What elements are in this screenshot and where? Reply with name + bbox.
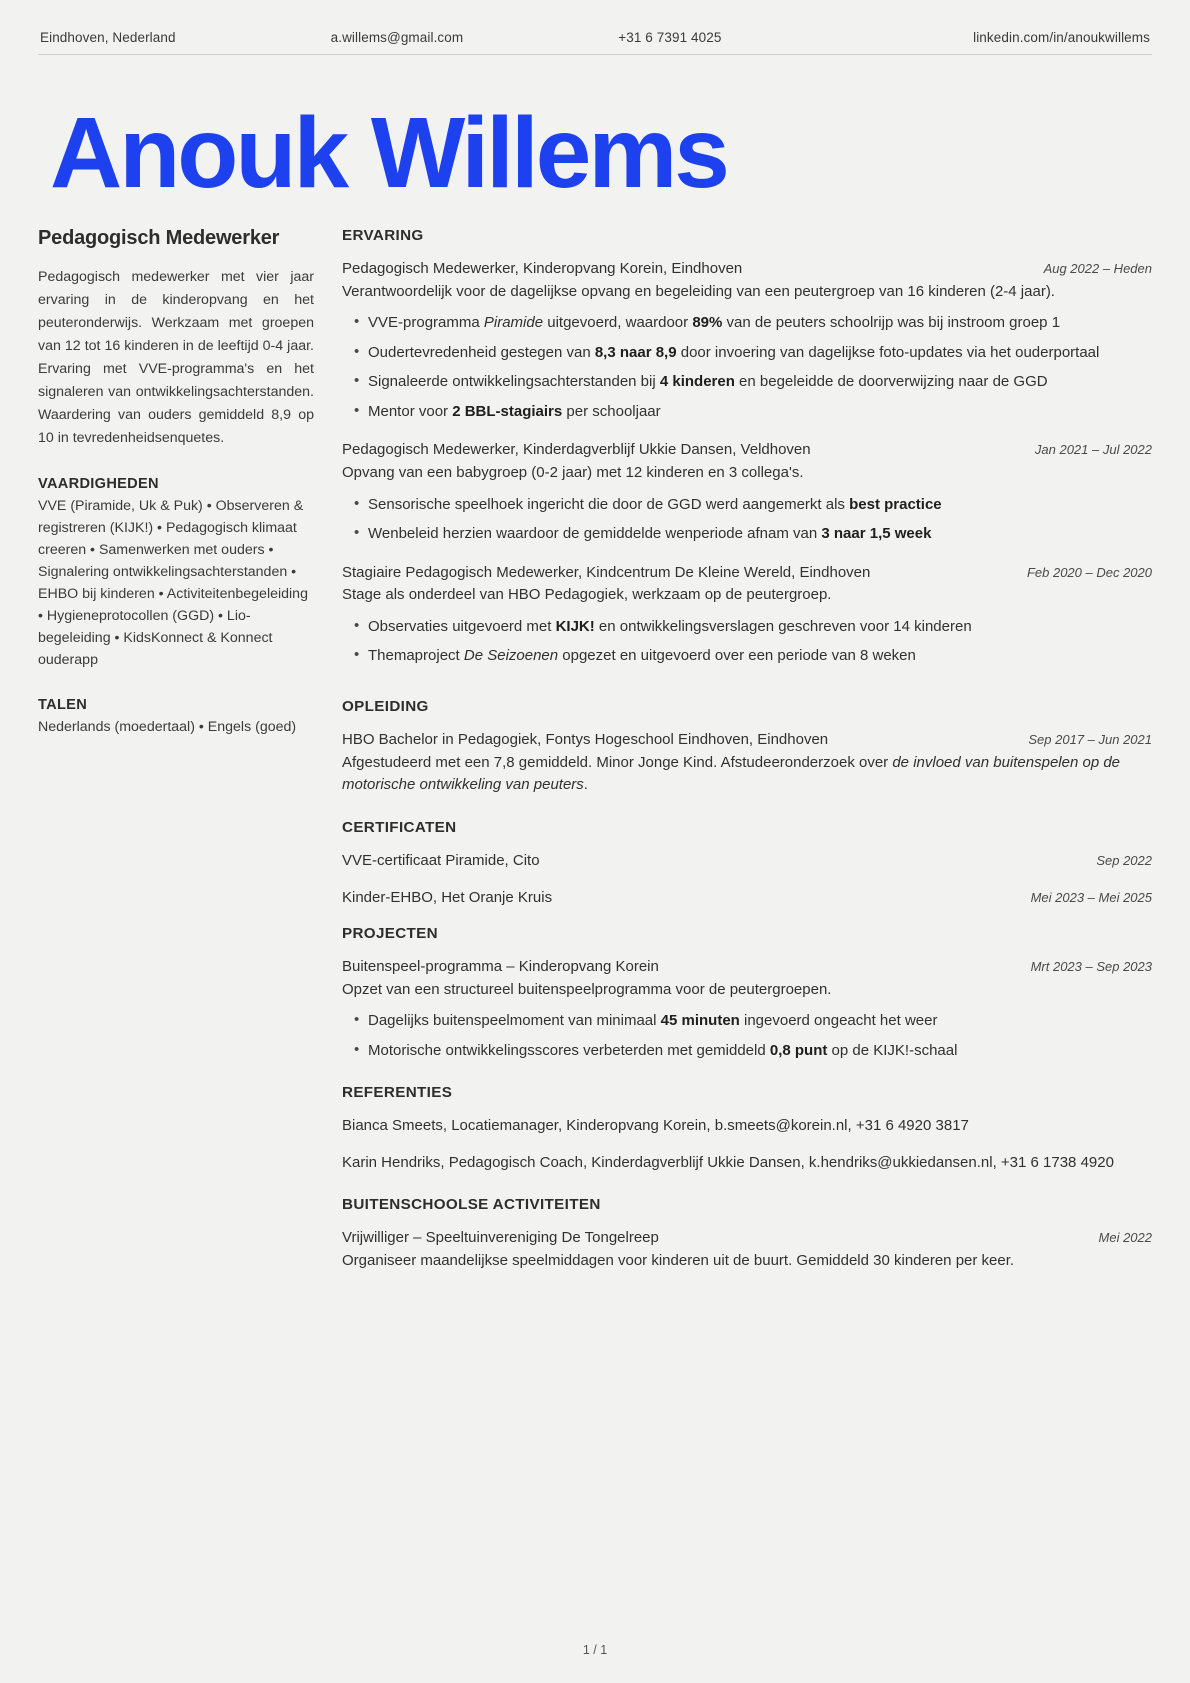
experience-entry	[342, 562, 1152, 668]
bullet-item: • Sensorische speelhoek ingericht die door de GGD werd aangemerkt als best practice	[342, 494, 1152, 517]
job-title: Pedagogisch Medewerker	[38, 227, 280, 249]
entry-bullets	[342, 312, 1152, 423]
entry-bullets	[342, 616, 1152, 668]
contact-phone[interactable]: +31 6 7391 4025	[618, 30, 722, 45]
certificate-entry	[342, 850, 1152, 872]
section-heading-references: REFERENTIES	[342, 1084, 453, 1102]
entry-header	[342, 729, 1152, 751]
languages-list: Nederlands (moedertaal) • Engels (goed)	[38, 719, 297, 735]
page-indicator: 1 / 1	[582, 1643, 608, 1657]
certificate-title: Kinder-EHBO, Het Oranje Kruis	[342, 889, 553, 907]
contact-bar	[38, 30, 1152, 55]
skills-heading: VAARDIGHEDEN	[38, 476, 159, 492]
skills-list: VVE (Piramide, Uk & Puk) • Observeren & registreren (KIJK!) • Pedagogisch klimaat creeren • Samenwerken met ouders • Signalering ontwikkelingsachterstanden • EHBO bij kinderen • Activiteitenbegeleiding • Hygieneprotocollen (GGD) • Lio-begeleiding • KidsKonnect & Konnect ouderapp	[38, 498, 308, 668]
reference-item: Bianca Smeets, Locatiemanager, Kinderopvang Korein, b.smeets@korein.nl, +31 6 4920 3817	[342, 1117, 969, 1135]
entry-date: Mrt 2023 – Sep 2023	[1030, 959, 1152, 974]
certificate-date: Mei 2023 – Mei 2025	[1030, 890, 1152, 906]
reference-item: Karin Hendriks, Pedagogisch Coach, Kinderdagverblijf Ukkie Dansen, k.hendriks@ukkiedansen.nl, +31 6 1738 4920	[342, 1153, 1114, 1171]
contact-email[interactable]: a.willems@gmail.com	[330, 30, 464, 45]
entry-description: Afgestudeerd met een 7,8 gemiddeld. Minor Jonge Kind. Afstudeeronderzoek over de invloed van buitenspelen op de motorische ontwikkeling van peuters.	[342, 753, 1121, 793]
project-entry	[342, 956, 1152, 1062]
entry-description: Opzet van een structureel buitenspeelprogramma voor de peutergroepen.	[342, 980, 832, 998]
entry-title: Pedagogisch Medewerker, Kinderdagverblijf Ukkie Dansen, Veldhoven	[342, 441, 811, 459]
entry-header	[342, 439, 1152, 461]
entry-bullets	[342, 494, 1152, 546]
professional-summary: Pedagogisch medewerker met vier jaar ervaring in de kinderopvang en het peuteronderwijs. Werkzaam met groepen van 12 tot 16 kinderen in de leeftijd 0-4 jaar. Ervaring met VVE-programma's en het signaleren van ontwikkelingsachterstanden. Waardering van ouders gemiddeld 8,9 op 10 in tevredenheidsenquetes.	[38, 269, 314, 446]
section-heading-extracurricular: BUITENSCHOOLSE ACTIVITEITEN	[342, 1196, 601, 1214]
languages-heading: TALEN	[38, 697, 88, 713]
entry-title: Stagiaire Pedagogisch Medewerker, Kindcentrum De Kleine Wereld, Eindhoven	[342, 563, 871, 581]
main-column	[338, 227, 1152, 1289]
sidebar	[38, 227, 338, 1289]
entry-description: Organiseer maandelijkse speelmiddagen voor kinderen uit de buurt. Gemiddeld 30 kinderen per keer.	[342, 1252, 1015, 1269]
contact-location: Eindhoven, Nederland	[40, 30, 176, 45]
entry-title: HBO Bachelor in Pedagogiek, Fontys Hogeschool Eindhoven, Eindhoven	[342, 730, 829, 748]
candidate-name: Anouk Willems	[50, 97, 727, 209]
certificate-entry	[342, 887, 1152, 909]
resume-body	[38, 227, 1152, 1289]
entry-date: Sep 2017 – Jun 2021	[1028, 731, 1152, 747]
certificate-title: VVE-certificaat Piramide, Cito	[342, 851, 540, 869]
entry-bullets	[342, 1010, 1152, 1062]
entry-description: Verantwoordelijk voor de dagelijkse opvang en begeleiding van een peutergroep van 16 kinderen (2-4 jaar).	[342, 282, 1055, 300]
bullet-item: • Oudertevredenheid gestegen van 8,3 naar 8,9 door invoering van dagelijkse foto-updates via het ouderportaal	[342, 342, 1152, 365]
entry-description: Opvang van een babygroep (0-2 jaar) met 12 kinderen en 3 collega's.	[342, 464, 804, 481]
entry-title: Buitenspeel-programma – Kinderopvang Korein	[342, 958, 659, 975]
section-heading-education: OPLEIDING	[342, 697, 429, 715]
section-heading-experience: ERVARING	[342, 227, 424, 244]
entry-header	[342, 258, 1152, 280]
experience-entry	[342, 258, 1152, 423]
entry-date: Mei 2022	[1098, 1230, 1152, 1246]
entry-header	[342, 956, 1152, 978]
bullet-item: • VVE-programma Piramide uitgevoerd, waardoor 89% van de peuters schoolrijp was bij instroom groep 1	[342, 312, 1152, 335]
bullet-item: • Signaleerde ontwikkelingsachterstanden bij 4 kinderen en begeleidde de doorverwijzing naar de GGD	[342, 371, 1152, 394]
entry-date: Jan 2021 – Jul 2022	[1034, 442, 1152, 458]
contact-linkedin[interactable]: linkedin.com/in/anoukwillems	[973, 30, 1150, 45]
entry-description: Stage als onderdeel van HBO Pedagogiek, werkzaam op de peutergroep.	[342, 586, 832, 604]
bullet-item: • Motorische ontwikkelingsscores verbeterden met gemiddeld 0,8 punt op de KIJK!-schaal	[342, 1040, 1152, 1063]
bullet-item: • Observaties uitgevoerd met KIJK! en ontwikkelingsverslagen geschreven voor 14 kinderen	[342, 616, 1152, 639]
bullet-item: • Themaproject De Seizoenen opgezet en uitgevoerd over een periode van 8 weken	[342, 645, 1152, 668]
bullet-item: • Wenbeleid herzien waardoor de gemiddelde wenperiode afnam van 3 naar 1,5 week	[342, 523, 1152, 546]
bullet-item: • Mentor voor 2 BBL-stagiairs per schooljaar	[342, 401, 1152, 424]
experience-entry	[342, 439, 1152, 545]
entry-title: Vrijwilliger – Speeltuinvereniging De Tongelreep	[342, 1229, 659, 1247]
entry-header	[342, 1227, 1152, 1249]
extracurricular-entry	[342, 1227, 1152, 1272]
entry-date: Aug 2022 – Heden	[1043, 261, 1152, 276]
section-heading-projects: PROJECTEN	[342, 925, 438, 942]
certificate-date: Sep 2022	[1096, 852, 1152, 868]
entry-header	[342, 562, 1152, 584]
entry-date: Feb 2020 – Dec 2020	[1026, 564, 1152, 580]
education-entry	[342, 729, 1152, 797]
entry-title: Pedagogisch Medewerker, Kinderopvang Korein, Eindhoven	[342, 260, 743, 277]
section-heading-certificates: CERTIFICATEN	[342, 818, 457, 836]
bullet-item: • Dagelijks buitenspeelmoment van minimaal 45 minuten ingevoerd ongeacht het weer	[342, 1010, 1152, 1033]
